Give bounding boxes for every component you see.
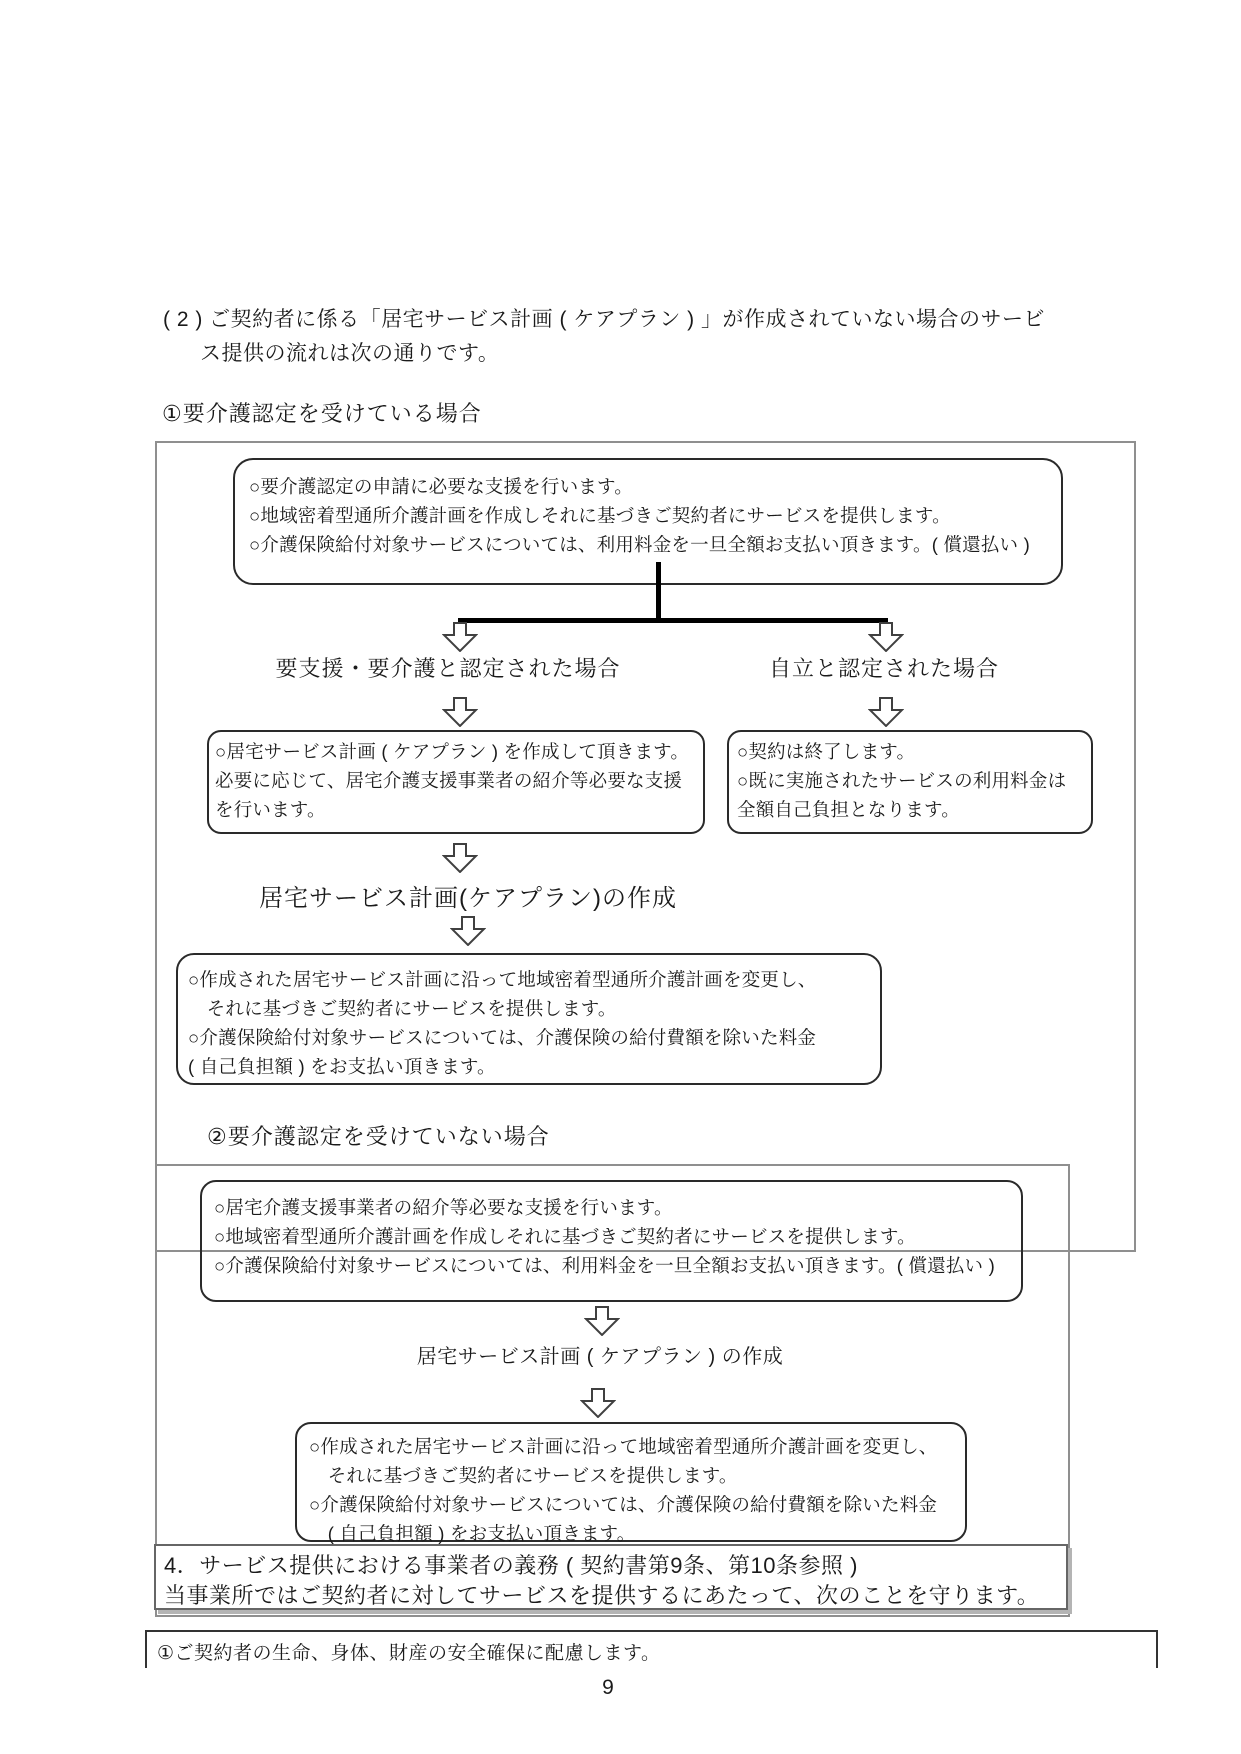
box-line: それに基づきご契約者にサービスを提供します。 (309, 1465, 738, 1486)
intro-line-1: ( 2 ) ご契約者に係る「居宅サービス計画 ( ケアプラン ) 」が作成されていない場合のサービ (163, 308, 1045, 331)
box-line: ○介護保険給付対象サービスについては、介護保険の給付費額を除いた料金 (309, 1494, 938, 1515)
down-arrow-icon (868, 697, 904, 727)
section2-heading: ②要介護認定を受けていない場合 (207, 1124, 550, 1149)
down-arrow-icon (868, 622, 904, 652)
down-arrow-icon (442, 697, 478, 727)
flow1-careplan-request-box (207, 730, 705, 834)
box-line: ○契約は終了します。 (737, 741, 916, 762)
box-line: ( 自己負担額 ) をお支払い頂きます。 (188, 1056, 496, 1077)
box-line: それに基づきご契約者にサービスを提供します。 (188, 998, 617, 1019)
box-line: ○作成された居宅サービス計画に沿って地域密着型通所介護計画を変更し、 (309, 1436, 938, 1457)
box-line: ○介護保険給付対象サービスについては、利用料金を一旦全額お支払い頂きます。( 償還払い ) (249, 534, 1030, 555)
box-line: ○居宅サービス計画 ( ケアプラン ) を作成して頂きます。 (215, 741, 690, 762)
box-line: ○要介護認定の申請に必要な支援を行います。 (249, 476, 633, 497)
section1-heading: ①要介護認定を受けている場合 (162, 401, 482, 426)
box-line: ○作成された居宅サービス計画に沿って地域密着型通所介護計画を変更し、 (188, 969, 817, 990)
obligations-heading-line-1: 4．サービス提供における事業者の義務 ( 契約書第9条、第10条参照 ) (164, 1553, 858, 1578)
careplan-creation-label: 居宅サービス計画(ケアプラン)の作成 (259, 885, 677, 912)
careplan-creation-label: 居宅サービス計画 ( ケアプラン ) の作成 (416, 1346, 784, 1368)
obligations-heading-line-2: 当事業所ではご契約者に対してサービスを提供するにあたって、次のことを守ります。 (164, 1583, 1040, 1608)
box-line: ○居宅介護支援事業者の紹介等必要な支援を行います。 (214, 1197, 673, 1218)
box-line: ○介護保険給付対象サービスについては、介護保険の給付費額を除いた料金 (188, 1027, 817, 1048)
connector-vertical-line (656, 562, 661, 622)
branch-label-independent: 自立と認定された場合 (768, 656, 1000, 681)
intro-line-2: ス提供の流れは次の通りです。 (200, 342, 500, 365)
down-arrow-icon (584, 1306, 620, 1336)
obligation-item: ①ご契約者の生命、身体、財産の安全確保に配慮します。 (157, 1643, 661, 1664)
flow1-service-provision-box (176, 953, 882, 1085)
box-line: ○既に実施されたサービスの利用料金は (737, 770, 1067, 791)
flow1-support-box (233, 458, 1063, 585)
obligations-list-box (145, 1630, 1158, 1668)
down-arrow-icon (442, 622, 478, 652)
box-line: 必要に応じて、居宅介護支援事業者の紹介等必要な支援 (215, 770, 683, 791)
down-arrow-icon (450, 916, 486, 946)
box-line: ○地域密着型通所介護計画を作成しそれに基づきご契約者にサービスを提供します。 (214, 1226, 916, 1247)
box-line: を行います。 (215, 799, 326, 820)
obligations-heading-frame (154, 1544, 1068, 1610)
box-line: ○介護保険給付対象サービスについては、利用料金を一旦全額お支払い頂きます。( 償還払い ) (214, 1255, 995, 1276)
box-line: 全額自己負担となります。 (737, 799, 960, 820)
box-line: ○地域密着型通所介護計画を作成しそれに基づきご契約者にサービスを提供します。 (249, 505, 951, 526)
connector-horizontal-line (458, 618, 888, 623)
down-arrow-icon (580, 1388, 616, 1418)
box-line: ( 自己負担額 ) をお支払い頂きます。 (309, 1523, 636, 1544)
flow2-support-box (200, 1180, 1023, 1302)
flow1-contract-end-box (727, 730, 1093, 834)
flow2-service-provision-box (295, 1422, 967, 1542)
down-arrow-icon (442, 843, 478, 873)
branch-label-certified: 要支援・要介護と認定された場合 (275, 656, 621, 681)
page-number: 9 (602, 1676, 614, 1699)
